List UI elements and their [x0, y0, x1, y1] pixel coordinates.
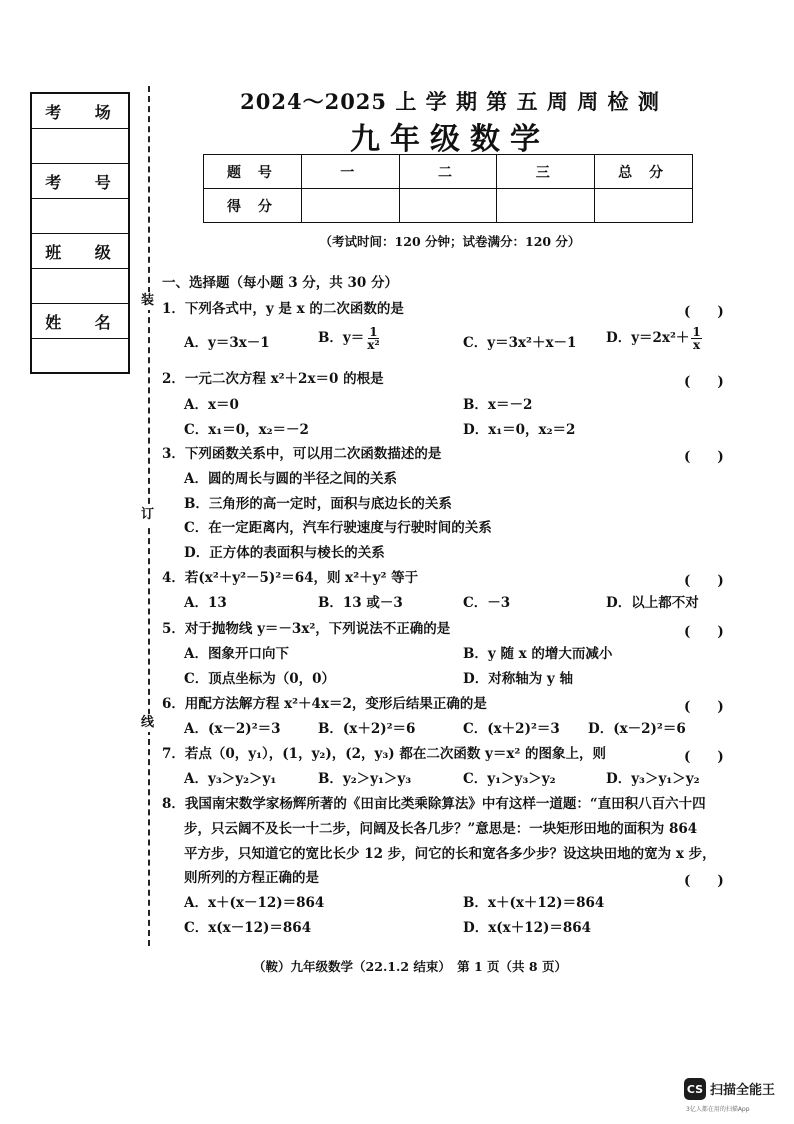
q6-option-d: D．(x－2)²＝6: [588, 721, 686, 737]
exam-number-field: [32, 199, 128, 234]
q5-option-c: C．顶点坐标为（0，0）: [184, 671, 336, 687]
score-header-part3: 三: [497, 155, 595, 189]
q4-option-d: D．以上都不对: [606, 595, 699, 611]
q1-option-d: [606, 326, 702, 351]
binding-char-zhuang: 装: [141, 293, 155, 308]
q7-stem: 7．若点（0，y₁），(1，y₂)，(2，y₃) 都在二次函数 y＝x² 的图象上，则: [162, 746, 607, 762]
q1-stem: 1．下列各式中，y 是 x 的二次函数的是: [162, 301, 404, 317]
exam-number-label: 考 号: [32, 164, 128, 199]
q4-answer-paren[interactable]: ( ): [684, 573, 724, 589]
score-table: [203, 154, 693, 223]
score-cell-part3[interactable]: [497, 189, 595, 223]
score-cell-total[interactable]: [595, 189, 693, 223]
q8-stem-line3: 平方步，只知道它的宽比长少 12 步，问它的长和宽各多少步？设这块田地的宽为 x 步，: [184, 846, 716, 862]
q1-option-b-fraction: [366, 326, 380, 351]
score-cell-part2[interactable]: [399, 189, 497, 223]
q1-option-d-denominator: x: [693, 338, 701, 352]
q8-option-b: B．x＋(x＋12)＝864: [463, 895, 605, 911]
q4-option-b: B．13 或－3: [318, 595, 403, 611]
q7-option-a: A．y₃＞y₂＞y₁: [184, 771, 277, 787]
score-table-score-row: [204, 189, 693, 223]
score-row-label: 得 分: [204, 189, 302, 223]
q8-stem-line1: 8．我国南宋数学家杨辉所著的《田亩比类乘除算法》中有这样一道题：“直田积八百六十四: [162, 796, 706, 812]
q2-option-b: B．x＝－2: [463, 397, 533, 413]
q2-option-a: A．x＝0: [184, 397, 239, 413]
score-header-label: 题 号: [204, 155, 302, 189]
q2-option-c: C．x₁＝0，x₂＝－2: [184, 422, 309, 438]
q7-option-c: C．y₁＞y₃＞y₂: [463, 771, 556, 787]
q5-option-a: A．图象开口向下: [184, 646, 289, 662]
q6-option-c: C．(x＋2)²＝3: [463, 721, 560, 737]
q5-option-b: B．y 随 x 的增大而减小: [463, 646, 613, 662]
score-table-header-row: [204, 155, 693, 189]
q4-option-a: A．13: [184, 595, 227, 611]
q2-stem: 2．一元二次方程 x²＋2x＝0 的根是: [162, 371, 384, 387]
camscanner-logo-icon: CS: [684, 1078, 706, 1100]
q8-option-d: D．x(x＋12)＝864: [463, 920, 592, 936]
exam-room-label: 考 场: [32, 94, 128, 129]
binding-char-xian: 线: [141, 715, 155, 730]
q3-stem: 3．下列函数关系中，可以用二次函数描述的是: [162, 446, 442, 462]
q8-stem-line4: 则所列的方程正确的是: [184, 870, 319, 886]
q3-option-b: B．三角形的高一定时，面积与底边长的关系: [184, 496, 452, 512]
score-header-total: 总 分: [595, 155, 693, 189]
q5-stem: 5．对于抛物线 y＝－3x²，下列说法不正确的是: [162, 621, 451, 637]
name-label: 姓 名: [32, 304, 128, 339]
exam-title: 2024～2025 上 学 期 第 五 周 周 检 测: [240, 89, 660, 114]
q1-option-a: A．y＝3x－1: [184, 335, 270, 351]
class-field: [32, 269, 128, 304]
q3-option-c: C．在一定距离内，汽车行驶速度与行驶时间的关系: [184, 520, 492, 536]
exam-info-note: （考试时间：120 分钟；试卷满分：120 分）: [319, 234, 581, 249]
q8-stem-line2: 步，只云阔不及长一十二步，问阔及长各几步？”意思是：一块矩形田地的面积为 864: [184, 821, 698, 837]
camscanner-name: 扫描全能王: [710, 1083, 776, 1098]
page-footer: （鞍）九年级数学（22.1.2 结束） 第 1 页（共 8 页）: [253, 959, 567, 974]
q6-option-a: A．(x－2)²＝3: [184, 721, 281, 737]
candidate-info-box: [30, 92, 130, 374]
q6-option-b: B．(x＋2)²＝6: [318, 721, 416, 737]
q3-option-a: A．圆的周长与圆的半径之间的关系: [184, 471, 397, 487]
q5-option-d: D．对称轴为 y 轴: [463, 671, 573, 687]
q8-answer-paren[interactable]: ( ): [684, 873, 724, 889]
q1-option-b-numerator: 1: [369, 325, 378, 339]
section-heading: 一、选择题（每小题 3 分，共 30 分）: [162, 275, 398, 291]
class-label: 班 级: [32, 234, 128, 269]
q2-answer-paren[interactable]: ( ): [684, 374, 724, 390]
q1-option-b-prefix: B．y＝: [318, 330, 365, 346]
q2-option-d: D．x₁＝0，x₂＝2: [463, 422, 576, 438]
q7-option-b: B．y₂＞y₁＞y₃: [318, 771, 412, 787]
q3-answer-paren[interactable]: ( ): [684, 449, 724, 465]
q6-answer-paren[interactable]: ( ): [684, 699, 724, 715]
exam-room-field: [32, 129, 128, 164]
q1-option-d-fraction: [691, 326, 701, 351]
q7-option-d: D．y₃＞y₁＞y₂: [606, 771, 700, 787]
score-header-part1: 一: [301, 155, 399, 189]
q8-option-a: A．x＋(x－12)＝864: [184, 895, 325, 911]
q1-option-d-numerator: 1: [692, 325, 701, 339]
camscanner-tagline: 3亿人都在用的扫描App: [686, 1106, 750, 1113]
name-field: [32, 339, 128, 374]
subject-title: 九年级数学: [350, 122, 550, 157]
q4-option-c: C．－3: [463, 595, 511, 611]
q3-option-d: D．正方体的表面积与棱长的关系: [184, 545, 385, 561]
q1-option-b-denominator: x²: [367, 338, 380, 352]
q6-stem: 6．用配方法解方程 x²＋4x＝2，变形后结果正确的是: [162, 696, 487, 712]
binding-char-ding: 订: [141, 507, 155, 522]
q1-option-b: [318, 326, 381, 351]
q1-answer-paren[interactable]: ( ): [684, 304, 724, 320]
q1-option-d-prefix: D．y＝2x²＋: [606, 330, 690, 346]
q5-answer-paren[interactable]: ( ): [684, 624, 724, 640]
score-cell-part1[interactable]: [301, 189, 399, 223]
score-header-part2: 二: [399, 155, 497, 189]
q4-stem: 4．若(x²＋y²－5)²＝64，则 x²＋y² 等于: [162, 570, 419, 586]
q8-option-c: C．x(x－12)＝864: [184, 920, 312, 936]
q1-option-c: C．y＝3x²＋x－1: [463, 335, 577, 351]
q7-answer-paren[interactable]: ( ): [684, 749, 724, 765]
